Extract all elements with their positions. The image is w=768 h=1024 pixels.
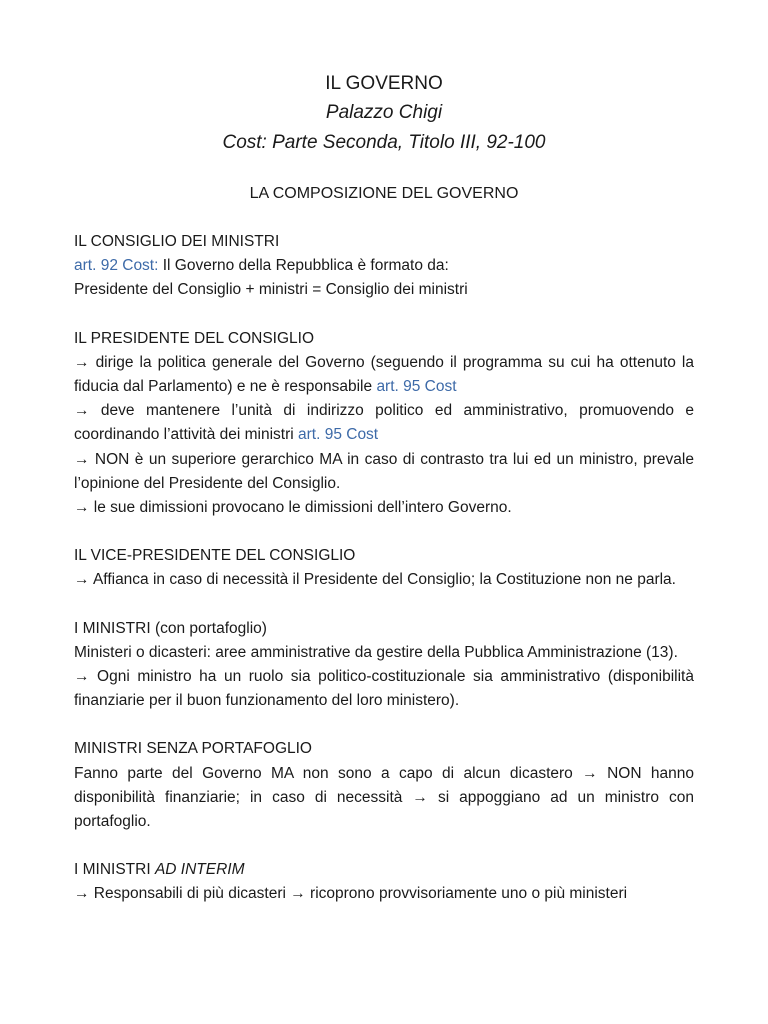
interim-heading-em: AD INTERIM [154,861,245,879]
consiglio-line1 [74,254,694,278]
presidente-p2 [74,399,694,447]
consiglio-line2: Presidente del Consiglio + ministri = Consiglio dei ministri [74,281,468,299]
senza-p1: Fanno parte del Governo MA non sono a capo di alcun dicastero → NON hanno disponibilità finanziarie; in caso di necessità → si appoggiano ad un ministro con portafoglio. [74,764,694,831]
presidente-p1-text: → dirige la politica generale del Governo (seguendo il programma su cui ha ottenuto la fiducia dal Parlamento) e ne è responsabile [74,353,694,396]
presidente-section [74,327,694,521]
article-reference: art. 95 Cost [298,426,379,444]
presidente-p3: → NON è un superiore gerarchico MA in caso di contrasto tra lui ed un ministro, prevale l’opinione del Presidente del Consiglio. [74,450,694,492]
interim-section [74,858,694,906]
ministri-p2: → Ogni ministro ha un ruolo sia politico-costituzionale sia amministrativo (disponibilità finanziarie per il buon funzionamento del loro ministero). [74,668,694,710]
section-heading: LA COMPOSIZIONE DEL GOVERNO [249,185,519,202]
ministri-section [74,617,694,714]
presidente-p2-text: → deve mantenere l’unità di indirizzo politico ed amministrativo, promuovendo e coordinando l’attività dei ministri [74,402,694,444]
consiglio-line1-text: Il Governo della Repubblica è formato da: [158,257,449,275]
presidente-p1 [74,351,694,399]
ministri-p1: Ministeri o dicasteri: aree amministrative da gestire della Pubblica Amministrazione (13). [74,643,678,661]
consiglio-section [74,230,694,303]
constitution-reference: Cost: Parte Seconda, Titolo III, 92-100 [222,132,546,153]
consiglio-heading: IL CONSIGLIO DEI MINISTRI [74,233,280,250]
presidente-p4: → le sue dimissioni provocano le dimissioni dell’intero Governo. [74,499,512,517]
vice-heading: IL VICE-PRESIDENTE DEL CONSIGLIO [74,547,356,565]
article-reference: art. 95 Cost [376,378,457,396]
interim-heading [74,858,694,882]
document-title: IL GOVERNO [325,73,443,94]
senza-section [74,737,694,834]
interim-p1: → Responsabili di più dicasteri → ricoprono provvisoriamente uno o più ministeri [74,885,628,903]
vice-section [74,544,694,592]
vice-p1: → Affianca in caso di necessità il Presidente del Consiglio; la Costituzione non ne parla. [74,571,676,589]
document-subtitle: Palazzo Chigi [325,102,443,123]
interim-heading-prefix: I MINISTRI [74,861,155,879]
senza-heading: MINISTRI SENZA PORTAFOGLIO [74,740,312,758]
article-reference: art. 92 Cost: [74,257,159,275]
title-block [74,70,694,158]
presidente-heading: IL PRESIDENTE DEL CONSIGLIO [74,329,315,347]
ministri-heading: I MINISTRI (con portafoglio) [74,619,267,637]
